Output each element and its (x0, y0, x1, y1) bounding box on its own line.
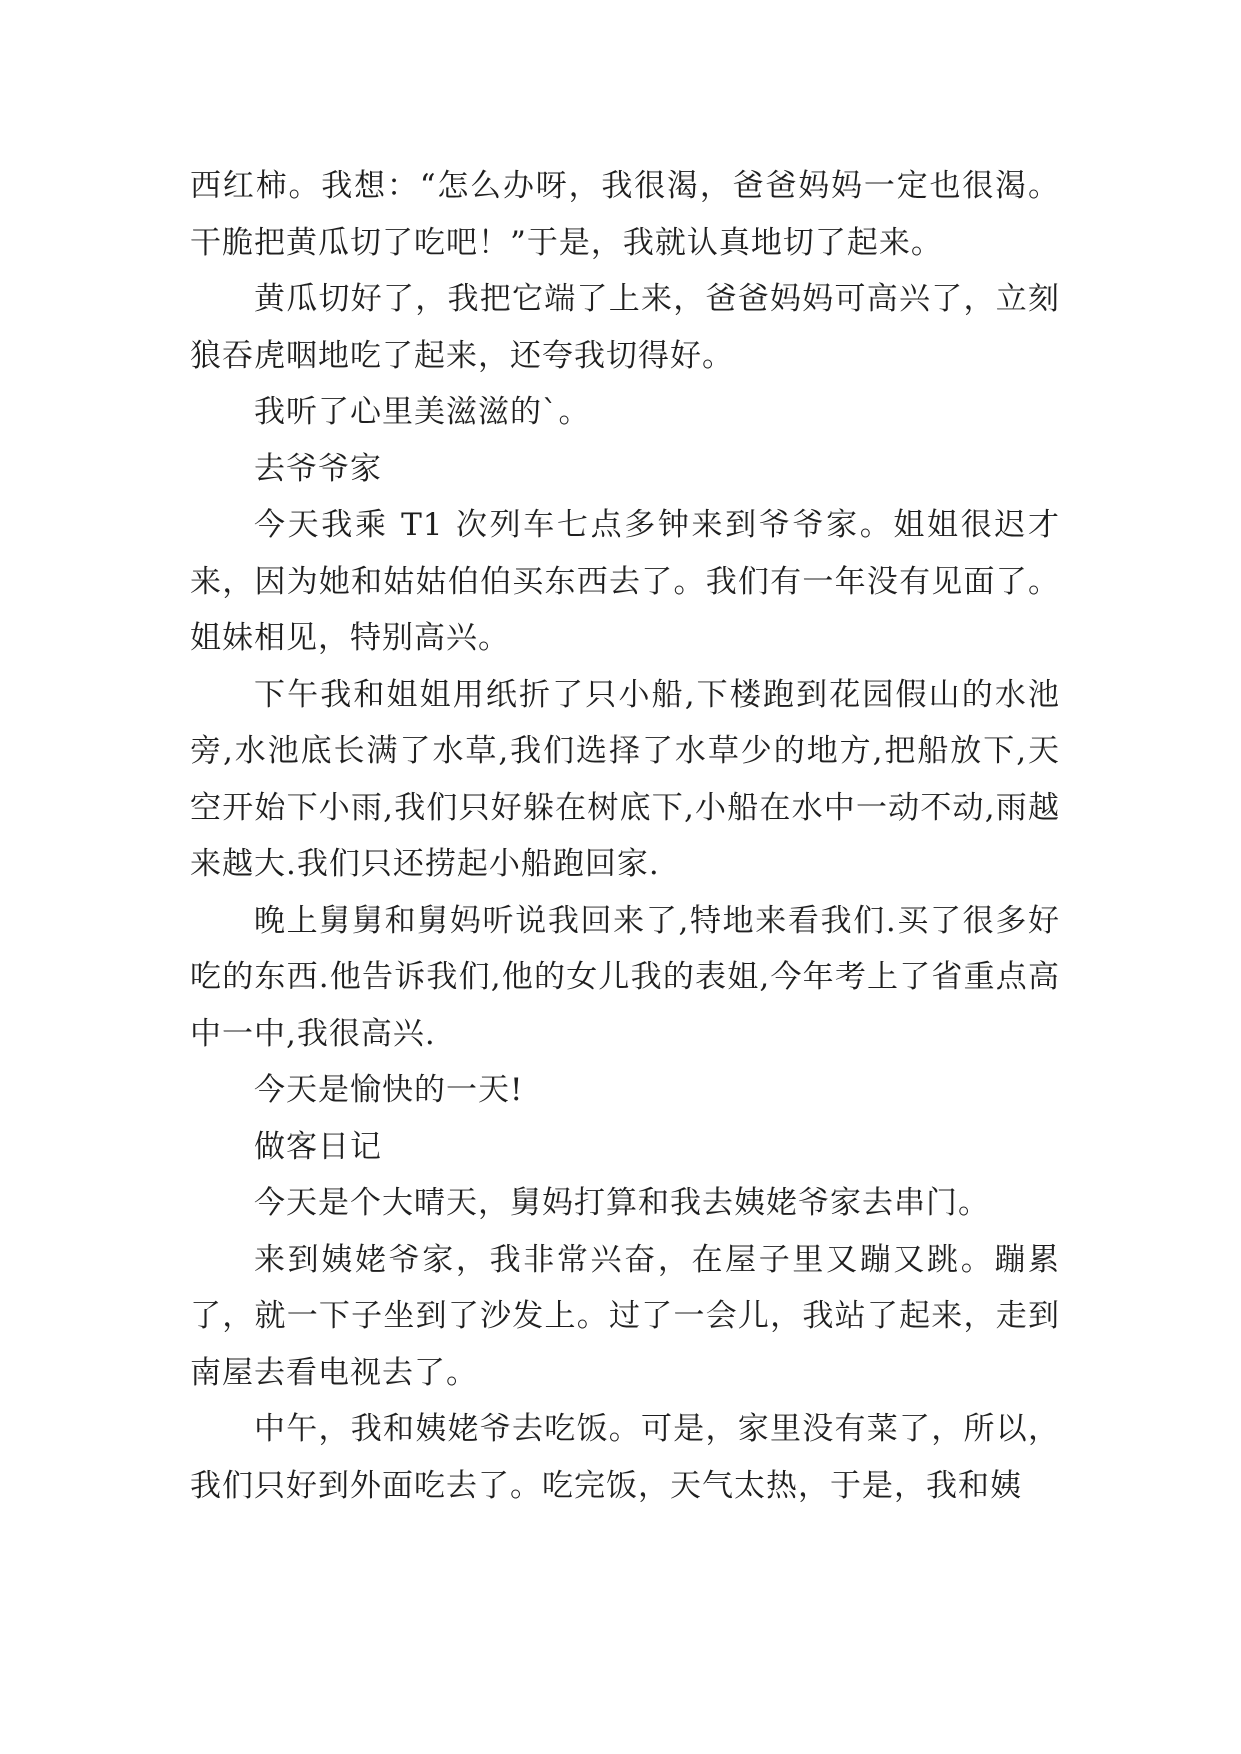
paragraph: 今天是愉快的一天! (254, 1072, 524, 1108)
paragraph: 晚上舅舅和舅妈听说我回来了,特地来看我们.买了很多好吃的东西.他告诉我们,他的女儿我的表姐,今年考上了省重点高中一中,我很高兴. (190, 902, 1060, 1052)
paragraph: 我听了心里美滋滋的`。 (254, 394, 591, 430)
document-body (190, 158, 1060, 1514)
paragraph: 黄瓜切好了，我把它端了上来，爸爸妈妈可高兴了，立刻狼吞虎咽地吃了起来，还夸我切得好。 (190, 281, 1060, 374)
paragraph: 中午，我和姨姥爷去吃饭。可是，家里没有菜了，所以，我们只好到外面吃去了。吃完饭，天气太热，于是，我和姨 (190, 1411, 1060, 1504)
paragraph-continued: 西红柿。我想：“怎么办呀，我很渴，爸爸妈妈一定也很渴。干脆把黄瓜切了吃吧！”于是，我就认真地切了起来。 (190, 168, 1060, 261)
section-title: 去爷爷家 (254, 450, 382, 487)
paragraph: 今天我乘 T1 次列车七点多钟来到爷爷家。姐姐很迟才来，因为她和姑姑伯伯买东西去了。我们有一年没有见面了。姐妹相见，特别高兴。 (190, 507, 1060, 656)
section-title: 做客日记 (254, 1128, 382, 1165)
paragraph: 来到姨姥爷家，我非常兴奋，在屋子里又蹦又跳。蹦累了，就一下子坐到了沙发上。过了一会儿，我站了起来，走到南屋去看电视去了。 (190, 1241, 1060, 1391)
paragraph: 今天是个大晴天，舅妈打算和我去姨姥爷家去串门。 (254, 1185, 990, 1221)
paragraph: 下午我和姐姐用纸折了只小船,下楼跑到花园假山的水池旁,水池底长满了水草,我们选择了水草少的地方,把船放下,天空开始下小雨,我们只好躲在树底下,小船在水中一动不动,雨越来越大.我们只还捞起小船跑回家. (190, 676, 1060, 882)
